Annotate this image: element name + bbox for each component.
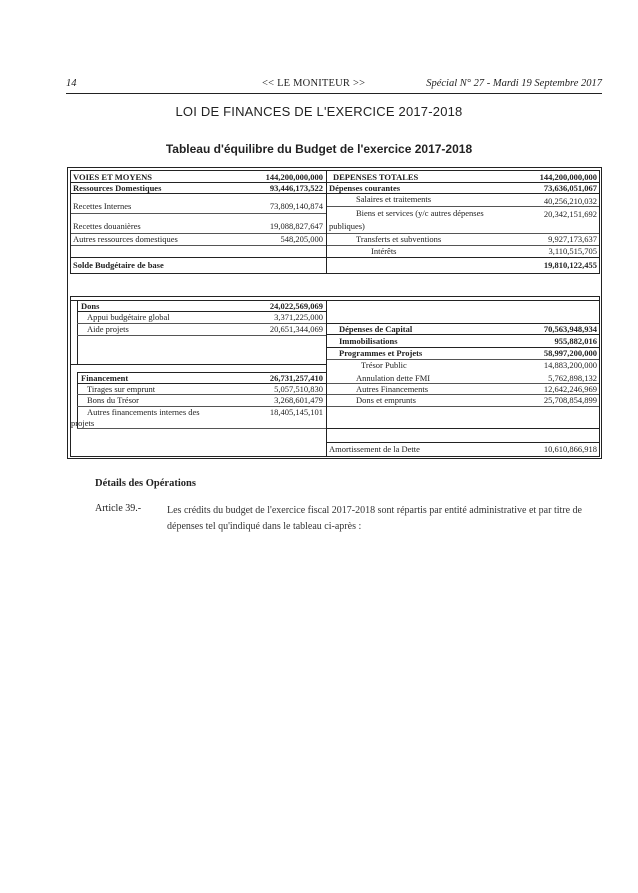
- amortissement-value: 10,610,866,918: [543, 444, 597, 454]
- row-divider: [71, 257, 599, 258]
- row-divider: [327, 206, 599, 207]
- row-divider: [77, 335, 326, 336]
- column-divider: [77, 300, 78, 364]
- list-item-value: 14,883,200,000: [543, 360, 597, 370]
- list-item-label: Biens et services (y/c autres dépenses: [356, 208, 484, 218]
- list-item-value: 18,405,145,101: [269, 407, 323, 417]
- ressources-domestiques-label: Ressources Domestiques: [73, 183, 162, 193]
- immobilisations-label: Immobilisations: [339, 336, 398, 346]
- list-item-label: Recettes douanières: [73, 221, 141, 231]
- list-item-label: publiques): [329, 221, 365, 231]
- depenses-capital-value: 70,563,948,934: [543, 324, 597, 334]
- row-divider: [71, 245, 326, 246]
- depenses-courantes-label: Dépenses courantes: [329, 183, 401, 193]
- document-title: LOI DE FINANCES DE L'EXERCICE 2017-2018: [175, 104, 463, 119]
- depenses-courantes-value: 73,636,051,067: [543, 183, 597, 193]
- row-divider: [71, 300, 599, 301]
- list-item-value: 20,342,151,692: [543, 209, 597, 219]
- row-divider: [71, 213, 326, 214]
- budget-balance-table: [67, 167, 602, 459]
- list-item-value: 73,809,140,874: [269, 201, 323, 211]
- list-item-value: 3,371,225,000: [274, 312, 323, 322]
- depenses-totales-value: 144,200,000,000: [539, 172, 597, 182]
- dons-label: Dons: [81, 301, 100, 311]
- newspaper-name: << LE MONITEUR >>: [262, 78, 366, 89]
- list-item-value: 12,642,246,969: [543, 384, 597, 394]
- header-rule: [66, 93, 602, 94]
- depenses-capital-label: Dépenses de Capital: [339, 324, 413, 334]
- list-item-label: Aide projets: [87, 324, 129, 334]
- list-item-label: Salaires et traitements: [356, 194, 432, 204]
- row-divider: [327, 406, 599, 407]
- financement-value: 26,731,257,410: [269, 373, 323, 383]
- list-item-label: Autres Financements: [356, 384, 428, 394]
- list-item-value: 3,110,515,705: [548, 246, 597, 256]
- immobilisations-value: 955,882,016: [554, 336, 597, 346]
- list-item-value: 548,205,000: [280, 234, 323, 244]
- page-header: [66, 78, 602, 92]
- row-divider: [327, 334, 599, 335]
- list-item-value: 40,256,210,032: [543, 196, 597, 206]
- row-divider: [77, 428, 326, 429]
- details-heading: Détails des Opérations: [95, 478, 196, 489]
- list-item-label: Autres financements internes des: [87, 407, 200, 417]
- list-item-label: Transferts et subventions: [356, 234, 442, 244]
- list-item-label: Dons et emprunts: [356, 395, 416, 405]
- solde-budgetaire-value: 19,810,122,455: [543, 260, 597, 270]
- depenses-totales-label: DEPENSES TOTALES: [333, 172, 419, 182]
- list-item-label: Autres ressources domestiques: [73, 234, 178, 244]
- list-item-label: Trésor Public: [361, 360, 407, 370]
- ressources-domestiques-value: 93,446,173,522: [269, 183, 323, 193]
- list-item-label: Recettes Internes: [73, 201, 132, 211]
- row-divider: [71, 364, 326, 365]
- list-item-value: 19,088,827,647: [269, 221, 323, 231]
- voies-moyens-value: 144,200,000,000: [265, 172, 323, 182]
- row-divider: [327, 442, 599, 443]
- list-item-label: Bons du Trésor: [87, 395, 139, 405]
- list-item-label: Annulation dette FMI: [356, 373, 431, 383]
- page-number: 14: [66, 78, 77, 89]
- list-item-value: 5,057,510,830: [274, 384, 323, 394]
- article-text: Les crédits du budget de l'exercice fiscal 2017-2018 sont répartis par entité administrative et par titre de dépenses tel qu'indiqué dans le tableau ci-après :: [167, 505, 582, 532]
- financement-label: Financement: [81, 373, 129, 383]
- programmes-projets-label: Programmes et Projets: [339, 348, 423, 358]
- table-top-block: [70, 170, 600, 274]
- solde-budgetaire-label: Solde Budgétaire de base: [73, 260, 164, 270]
- list-item-label: Intérêts: [371, 246, 397, 256]
- list-item-value: 20,651,344,069: [269, 324, 323, 334]
- dons-value: 24,022,569,069: [269, 301, 323, 311]
- list-item-label: projets: [71, 418, 95, 428]
- programmes-projets-value: 58,997,200,000: [543, 348, 597, 358]
- list-item-value: 5,762,898,132: [548, 373, 597, 383]
- table-title: Tableau d'équilibre du Budget de l'exercice 2017-2018: [165, 142, 473, 156]
- table-bottom-block: [70, 296, 600, 457]
- issue-info: Spécial N° 27 - Mardi 19 Septembre 2017: [426, 78, 602, 89]
- row-divider: [327, 428, 599, 429]
- list-item-label: Appui budgétaire global: [87, 312, 170, 322]
- row-divider: [71, 193, 599, 194]
- list-item-value: 3,268,601,479: [274, 395, 323, 405]
- list-item-label: Tirages sur emprunt: [87, 384, 156, 394]
- amortissement-label: Amortissement de la Dette: [329, 444, 420, 454]
- list-item-value: 9,927,173,637: [548, 234, 597, 244]
- article-label: Article 39.-: [95, 503, 142, 514]
- list-item-value: 25,708,854,899: [543, 395, 597, 405]
- voies-moyens-label: VOIES ET MOYENS: [73, 172, 153, 182]
